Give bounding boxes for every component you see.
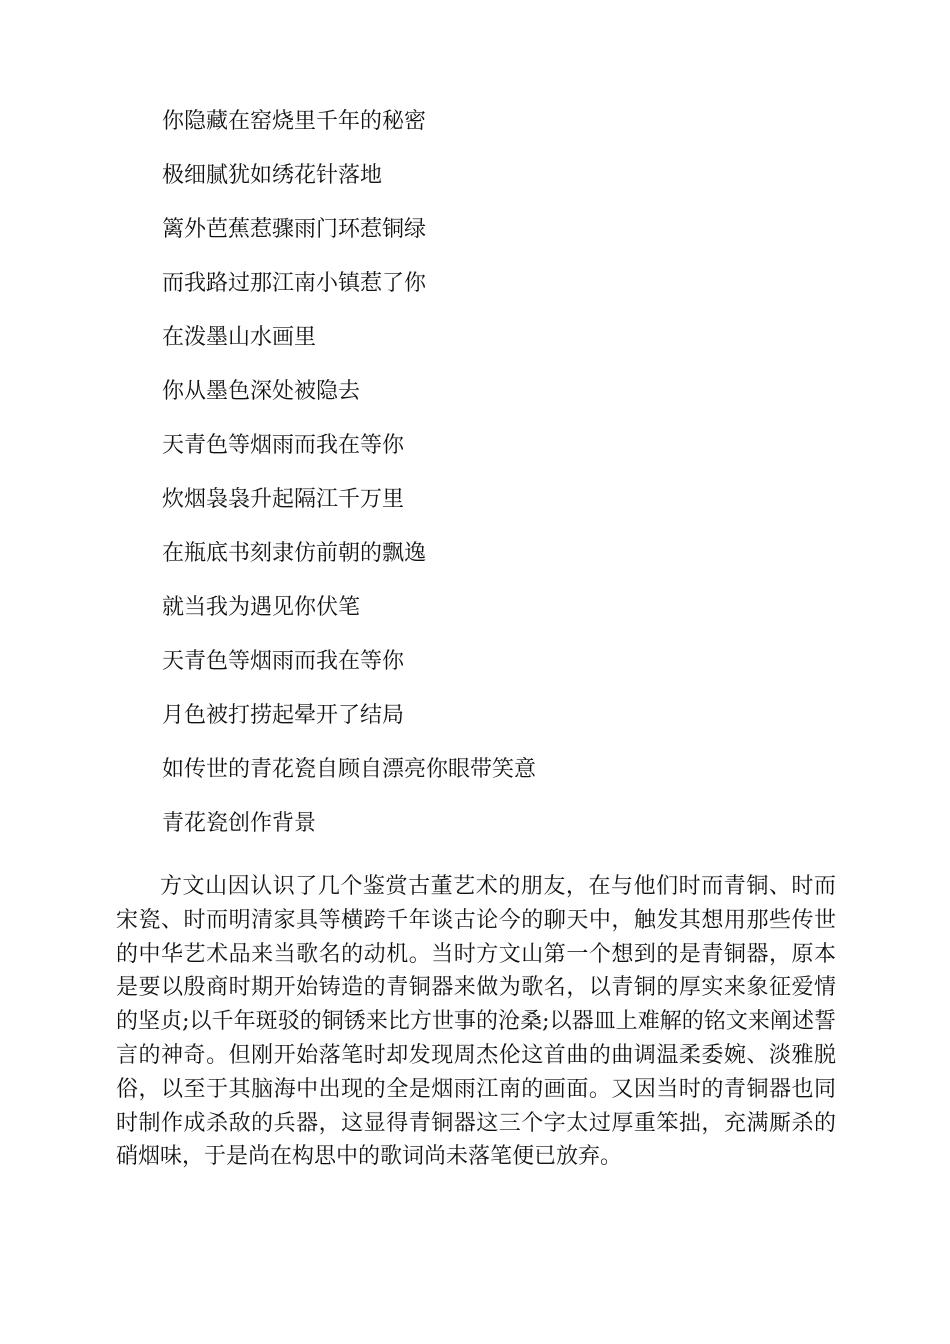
lyric-line: 炊烟袅袅升起隔江千万里 [162, 487, 405, 512]
lyric-line: 就当我为遇见你伏笔 [162, 595, 361, 620]
lyric-line: 天青色等烟雨而我在等你 [162, 649, 405, 674]
lyric-line: 月色被打捞起晕开了结局 [162, 703, 405, 728]
lyric-line: 你从墨色深处被隐去 [162, 379, 361, 404]
lyric-line: 篱外芭蕉惹骤雨门环惹铜绿 [162, 217, 427, 242]
lyric-line: 而我路过那江南小镇惹了你 [162, 271, 427, 296]
lyric-line: 在泼墨山水画里 [162, 325, 317, 350]
lyric-line: 在瓶底书刻隶仿前朝的飘逸 [162, 541, 427, 566]
lyric-line: 如传世的青花瓷自顾自漂亮你眼带笑意 [162, 757, 537, 782]
lyric-line: 天青色等烟雨而我在等你 [162, 433, 405, 458]
lyric-line: 极细腻犹如绣花针落地 [162, 163, 383, 188]
background-paragraph: 方文山因认识了几个鉴赏古董艺术的朋友，在与他们时而青铜、时而宋瓷、时而明清家具等横跨千年谈古论今的聊天中，触发其想用那些传世的中华艺术品来当歌名的动机。当时方文山第一个想到的是青铜器，原本是要以殷商时期开始铸造的青铜器来做为歌名，以青铜的厚实来象征爱情的坚贞;以千年斑驳的铜锈来比方世事的沧桑;以器皿上难解的铭文来阐述誓言的神奇。但刚开始落笔时却发现周杰伦这首曲的曲调温柔委婉、淡雅脱俗，以至于其脑海中出现的全是烟雨江南的画面。又因当时的青铜器也同时制作成杀敌的兵器，这显得青铜器这三个字太过厚重笨拙，充满厮杀的硝烟味，于是尚在构思中的歌词尚未落笔便已放弃。 [116, 874, 836, 1170]
section-heading: 青花瓷创作背景 [162, 811, 317, 836]
lyric-line: 你隐藏在窑烧里千年的秘密 [162, 109, 427, 134]
lyrics-block [162, 108, 862, 864]
